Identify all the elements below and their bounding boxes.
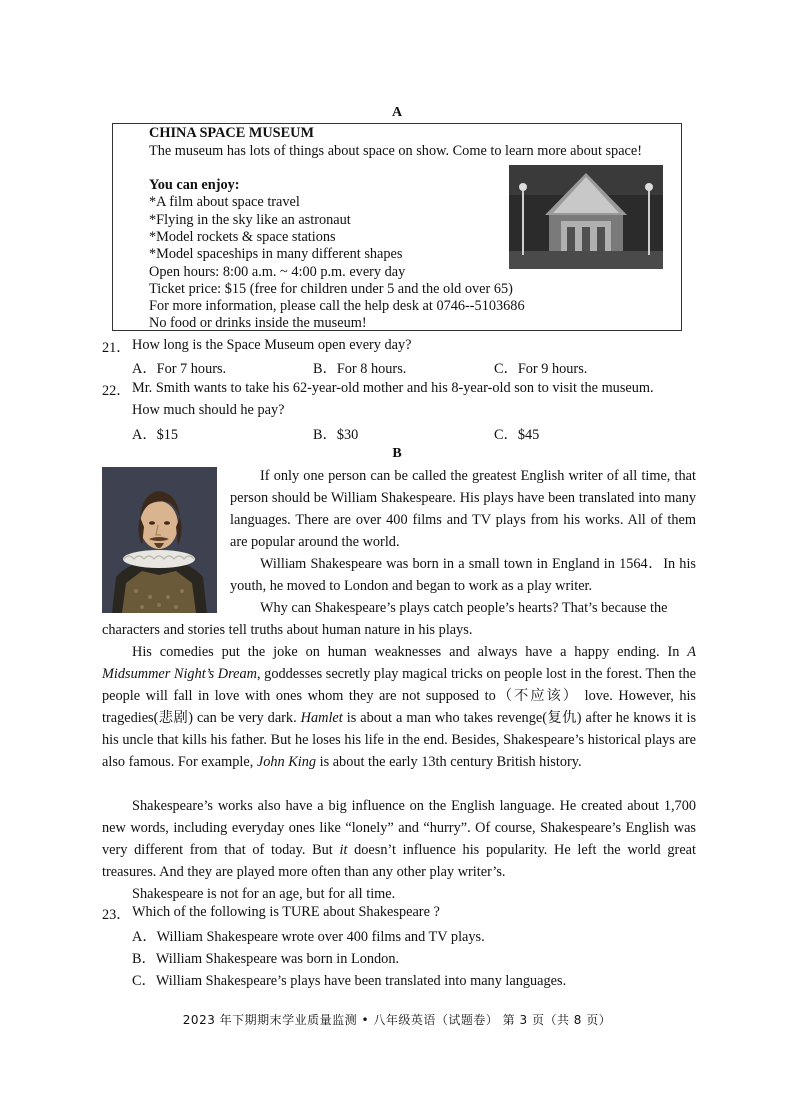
paragraph-text: Shakespeare’s works also have a big influence on the English language. He created about 1,700 new words, including everyday ones like “lonely” and “hurry”. Of course, Shakespeare’s English was very different from that of today. But xyxy=(102,798,696,858)
paragraph-text: is about a man who takes revenge(复仇) after he knows it is his uncle that kills his father. But he loses his life in the end. Besides, Shakespeare’s historical plays are also famous. For example, xyxy=(102,710,697,770)
answer-option[interactable]: A．William Shakespeare wrote over 400 films and TV plays. xyxy=(132,929,485,945)
question-number: 21． xyxy=(102,340,131,356)
answer-option[interactable]: A．$15 xyxy=(132,427,179,443)
section-b-label: B xyxy=(392,446,402,461)
emphasis-word: it xyxy=(339,842,348,858)
passage-paragraph: William Shakespeare was born in a small town in England in 1564．In his youth, he moved to London and began to work as a play writer. xyxy=(230,556,696,594)
answer-option[interactable]: C．$45 xyxy=(494,427,540,443)
paragraph-text: doesn’t influence his popularity. He left the world great treasures. And they are played more often than any other play writer’s. xyxy=(102,842,696,880)
paragraph-text: is about the early 13th century British history. xyxy=(316,754,582,770)
passage-paragraph: Shakespeare is not for an age, but for all time. xyxy=(132,886,396,902)
answer-option[interactable]: A．For 7 hours. xyxy=(132,361,227,377)
question-text: Mr. Smith wants to take his 62-year-old mother and his 8-year-old son to visit the museum. xyxy=(132,380,654,396)
passage-paragraph xyxy=(102,641,696,773)
open-hours: Open hours: 8:00 a.m. ~ 4:00 p.m. every day xyxy=(149,264,406,280)
passage-paragraph: If only one person can be called the greatest English writer of all time, that person should be William Shakespeare. His plays have been translated into many languages. There are over 400 films and TV plays from his works. All of them are popular around the world. xyxy=(230,468,696,550)
enjoy-item: *Flying in the sky like an astronaut xyxy=(149,212,351,228)
ticket-price: Ticket price: $15 (free for children under 5 and the old over 65) xyxy=(149,281,513,297)
question-text: Which of the following is TURE about Shakespeare ? xyxy=(132,904,440,920)
passage-paragraph: characters and stories tell truths about human nature in his plays. xyxy=(102,622,473,638)
answer-option[interactable]: C．For 9 hours. xyxy=(494,361,588,377)
more-info: For more information, please call the help desk at 0746--5103686 xyxy=(149,298,525,314)
question-number: 23． xyxy=(102,907,131,923)
play-title: A Midsummer Night’s Dream xyxy=(102,644,696,682)
enjoy-item: *Model spaceships in many different shapes xyxy=(149,246,403,262)
question-text: How long is the Space Museum open every day? xyxy=(132,337,412,353)
enjoy-item: *Model rockets & space stations xyxy=(149,229,336,245)
answer-option[interactable]: C．William Shakespeare’s plays have been translated into many languages. xyxy=(132,973,567,989)
play-title: John King xyxy=(256,754,317,770)
museum-intro: The museum has lots of things about space on show. Come to learn more about space! xyxy=(149,143,642,159)
paragraph-text: His comedies put the joke on human weaknesses and always have a happy ending. In xyxy=(132,644,688,660)
museum-photo xyxy=(509,165,663,269)
page-footer: 2023 年下期期末学业质量监测 • 八年级英语（试题卷） 第 3 页（共 8 页） xyxy=(182,1013,612,1027)
museum-rule: No food or drinks inside the museum! xyxy=(149,315,367,331)
question-number: 22． xyxy=(102,383,131,399)
enjoy-item: *A film about space travel xyxy=(149,194,300,210)
shakespeare-portrait xyxy=(102,467,217,613)
question-text: How much should he pay? xyxy=(132,402,285,418)
play-title: Hamlet xyxy=(300,710,343,726)
museum-title: CHINA SPACE MUSEUM xyxy=(149,125,314,141)
passage-paragraph xyxy=(102,795,696,883)
passage-paragraph: Why can Shakespeare’s plays catch people’s hearts? That’s because the xyxy=(260,600,668,616)
answer-option[interactable]: B．$30 xyxy=(313,427,359,443)
answer-option[interactable]: B．For 8 hours. xyxy=(313,361,407,377)
paragraph-text: , goddesses secretly play magical tricks on people lost in the forest. Then the people will fall in love with ones whom they are not supposed to（不应该） love. However, his tragedies(悲剧) can be very dark. xyxy=(102,666,696,726)
answer-option[interactable]: B．William Shakespeare was born in London. xyxy=(132,951,400,967)
enjoy-title: You can enjoy: xyxy=(149,177,240,193)
section-a-label: A xyxy=(391,105,403,120)
